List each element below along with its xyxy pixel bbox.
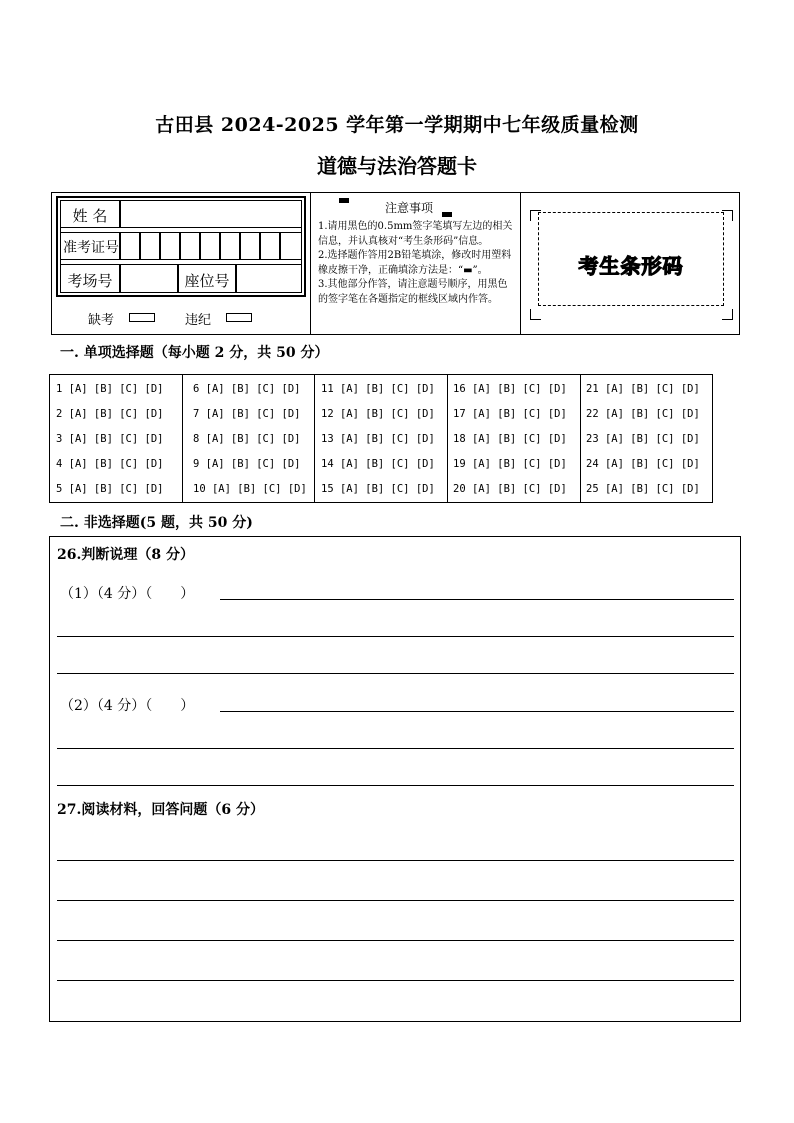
choice-item-12[interactable]: 12 [A] [B] [C] [D] bbox=[321, 408, 435, 420]
exam-id-digit-cell[interactable] bbox=[160, 232, 180, 260]
choice-item-23[interactable]: 23 [A] [B] [C] [D] bbox=[586, 433, 700, 445]
question-26-title: 26.判断说理（8 分） bbox=[57, 547, 194, 563]
choice-item-5[interactable]: 5 [A] [B] [C] [D] bbox=[56, 483, 164, 495]
exam-id-digit-cell[interactable] bbox=[120, 232, 140, 260]
choice-item-20[interactable]: 20 [A] [B] [C] [D] bbox=[453, 483, 567, 495]
answer-line[interactable] bbox=[57, 748, 734, 749]
corner-mark bbox=[530, 309, 541, 320]
note-item: 1.请用黑色的0.5mm签字笔填写左边的相关信息，并认真核对“考生条形码”信息。 bbox=[318, 221, 513, 247]
page-subtitle: 道德与法治答题卡 bbox=[317, 154, 477, 178]
notes-title: 注意事项 bbox=[385, 201, 434, 215]
choice-item-11[interactable]: 11 [A] [B] [C] [D] bbox=[321, 383, 435, 395]
exam-id-label: 准考证号 bbox=[63, 240, 119, 256]
question-27-title: 27.阅读材料，回答问题（6 分） bbox=[57, 802, 264, 818]
corner-mark bbox=[722, 309, 733, 320]
section-2-title: 二. 非选择题(5 题，共 50 分) bbox=[60, 515, 253, 531]
choice-item-8[interactable]: 8 [A] [B] [C] [D] bbox=[193, 433, 301, 445]
answer-area bbox=[49, 536, 741, 1022]
section-1-title: 一. 单项选择题（每小题 2 分，共 50 分） bbox=[60, 345, 329, 361]
choice-item-2[interactable]: 2 [A] [B] [C] [D] bbox=[56, 408, 164, 420]
choice-item-13[interactable]: 13 [A] [B] [C] [D] bbox=[321, 433, 435, 445]
name-label: 姓 名 bbox=[72, 207, 108, 225]
exam-id-digit-cell[interactable] bbox=[140, 232, 160, 260]
choice-item-14[interactable]: 14 [A] [B] [C] [D] bbox=[321, 458, 435, 470]
choice-item-3[interactable]: 3 [A] [B] [C] [D] bbox=[56, 433, 164, 445]
exam-id-digit-cell[interactable] bbox=[180, 232, 200, 260]
exam-id-digit-cell[interactable] bbox=[240, 232, 260, 260]
choice-item-16[interactable]: 16 [A] [B] [C] [D] bbox=[453, 383, 567, 395]
answer-line[interactable] bbox=[57, 980, 734, 981]
answer-line[interactable] bbox=[220, 711, 734, 712]
timing-mark bbox=[442, 212, 452, 217]
choice-column-divider bbox=[580, 374, 581, 503]
answer-line[interactable] bbox=[220, 599, 734, 600]
barcode-label: 考生条形码 bbox=[578, 254, 684, 278]
note-item: 2.选择题作答用2B铅笔填涂，修改时用塑料橡皮擦干净，正确填涂方法是：“▬”。 bbox=[318, 250, 512, 276]
exam-id-digit-cell[interactable] bbox=[220, 232, 240, 260]
choice-item-25[interactable]: 25 [A] [B] [C] [D] bbox=[586, 483, 700, 495]
answer-line[interactable] bbox=[57, 860, 734, 861]
choice-item-15[interactable]: 15 [A] [B] [C] [D] bbox=[321, 483, 435, 495]
choice-item-7[interactable]: 7 [A] [B] [C] [D] bbox=[193, 408, 301, 420]
exam-id-digit-cell[interactable] bbox=[200, 232, 220, 260]
header-divider-1 bbox=[310, 192, 311, 335]
page-title: 古田县 2024-2025 学年第一学期期中七年级质量检测 bbox=[155, 114, 639, 136]
answer-line[interactable] bbox=[57, 673, 734, 674]
absent-label: 缺考 bbox=[88, 313, 115, 328]
choice-item-1[interactable]: 1 [A] [B] [C] [D] bbox=[56, 383, 164, 395]
exam-id-digit-cell[interactable] bbox=[280, 232, 302, 260]
seat-label: 座位号 bbox=[184, 272, 230, 290]
choice-item-17[interactable]: 17 [A] [B] [C] [D] bbox=[453, 408, 567, 420]
room-label: 考场号 bbox=[67, 272, 113, 290]
header-divider-2 bbox=[520, 192, 521, 335]
absent-checkbox[interactable] bbox=[129, 313, 155, 322]
choice-item-18[interactable]: 18 [A] [B] [C] [D] bbox=[453, 433, 567, 445]
answer-line[interactable] bbox=[57, 900, 734, 901]
choice-item-10[interactable]: 10 [A] [B] [C] [D] bbox=[193, 483, 307, 495]
choice-column-divider bbox=[182, 374, 183, 503]
question-26-part-1-label: （1）（4 分）（ ） bbox=[60, 586, 195, 602]
exam-id-digit-cell[interactable] bbox=[260, 232, 280, 260]
choice-item-22[interactable]: 22 [A] [B] [C] [D] bbox=[586, 408, 700, 420]
note-item: 3.其他部分作答，请注意题号顺序，用黑色的签字笔在各题指定的框线区域内作答。 bbox=[318, 279, 508, 305]
choice-item-9[interactable]: 9 [A] [B] [C] [D] bbox=[193, 458, 301, 470]
violation-checkbox[interactable] bbox=[226, 313, 252, 322]
choice-column-divider bbox=[447, 374, 448, 503]
corner-mark bbox=[530, 210, 541, 221]
question-26-part-2-label: （2）（4 分）（ ） bbox=[60, 698, 195, 714]
seat-field[interactable] bbox=[236, 264, 302, 293]
notes-list bbox=[318, 220, 516, 307]
answer-line[interactable] bbox=[57, 940, 734, 941]
room-field[interactable] bbox=[120, 264, 178, 293]
choice-column-divider bbox=[314, 374, 315, 503]
answer-line[interactable] bbox=[57, 636, 734, 637]
name-field[interactable] bbox=[120, 200, 302, 228]
violation-label: 违纪 bbox=[185, 313, 212, 328]
timing-mark bbox=[339, 198, 349, 203]
choice-item-19[interactable]: 19 [A] [B] [C] [D] bbox=[453, 458, 567, 470]
choice-item-21[interactable]: 21 [A] [B] [C] [D] bbox=[586, 383, 700, 395]
choice-item-6[interactable]: 6 [A] [B] [C] [D] bbox=[193, 383, 301, 395]
choice-item-24[interactable]: 24 [A] [B] [C] [D] bbox=[586, 458, 700, 470]
choice-item-4[interactable]: 4 [A] [B] [C] [D] bbox=[56, 458, 164, 470]
corner-mark bbox=[722, 210, 733, 221]
answer-line[interactable] bbox=[57, 785, 734, 786]
